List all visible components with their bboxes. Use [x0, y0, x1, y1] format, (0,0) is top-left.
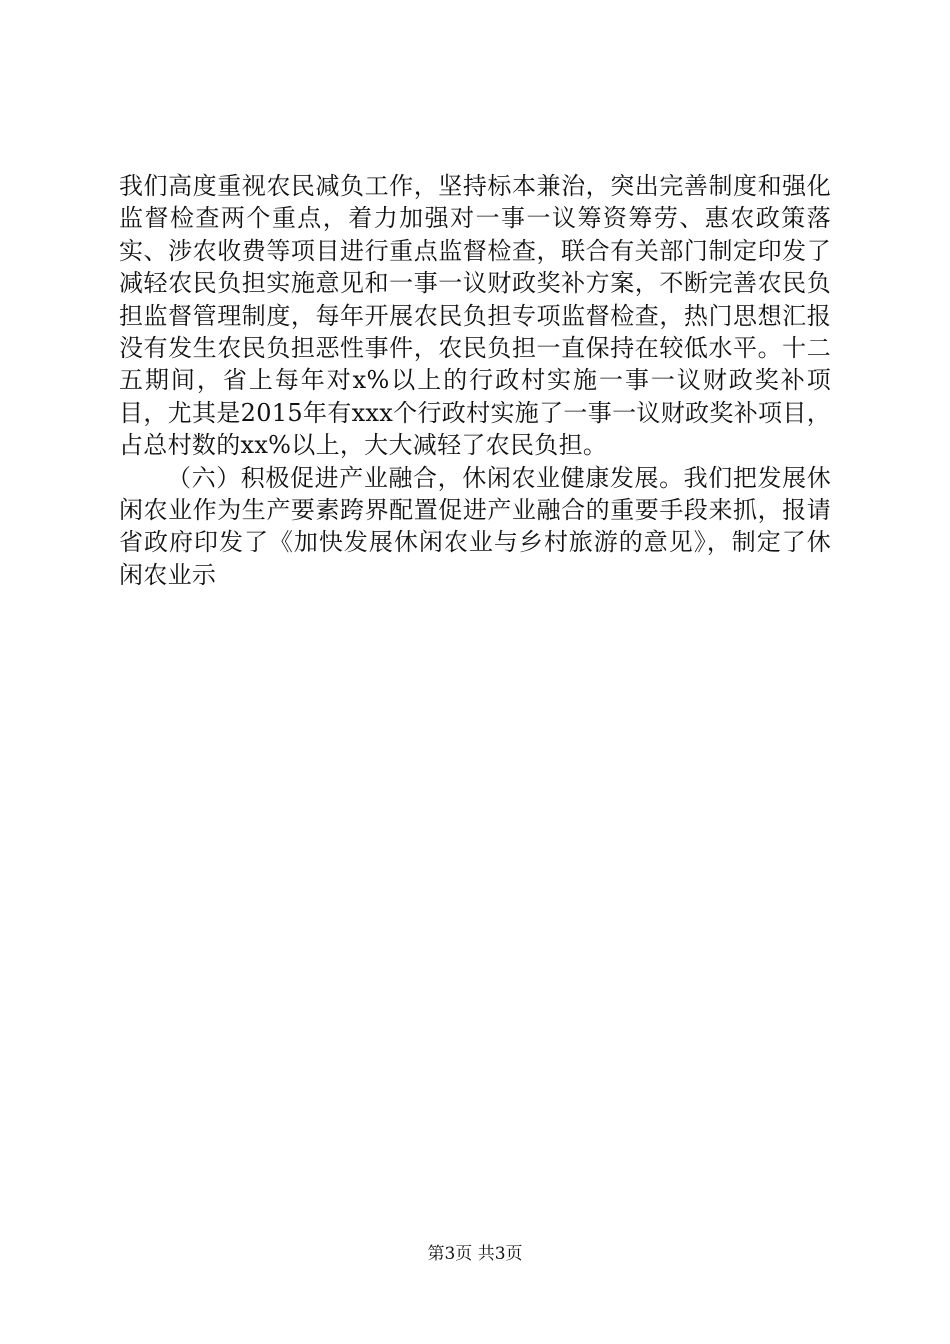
page-footer: 第3页 共3页 — [427, 1244, 523, 1264]
paragraph-leisure-agriculture: （六）积极促进产业融合，休闲农业健康发展。我们把发展休闲农业作为生产要素跨界配置促进产业融合的重要手段来抓，报请省政府印发了《加快发展休闲农业与乡村旅游的意见》，制定了休闲农业示 — [119, 463, 831, 589]
paragraph-farmer-burden: 我们高度重视农民减负工作，坚持标本兼治，突出完善制度和强化监督检查两个重点，着力加强对一事一议筹资筹劳、惠农政策落实、涉农收费等项目进行重点监督检查，联合有关部门制定印发了减轻农民负担实施意见和一事一议财政奖补方案，不断完善农民负担监督管理制度，每年开展农民负担专项监督检查，热门思想汇报没有发生农民负担恶性事件，农民负担一直保持在较低水平。十二五期间，省上每年对x%以上的行政村实施一事一议财政奖补项目，尤其是2015年有xxx个行政村实施了一事一议财政奖补项目，占总村数的xx%以上，大大减轻了农民负担。 — [119, 172, 831, 460]
document-body — [119, 170, 831, 591]
